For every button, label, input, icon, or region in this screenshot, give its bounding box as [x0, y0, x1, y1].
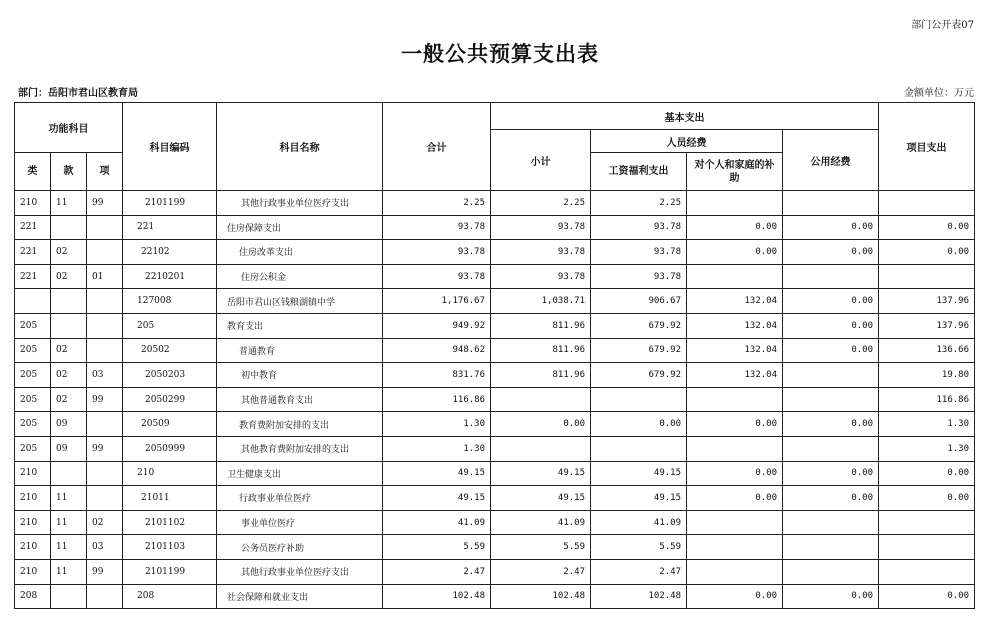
- cell-subject-code: 2210201: [123, 264, 217, 289]
- cell-lei: 210: [15, 535, 51, 560]
- cell-lei: 210: [15, 461, 51, 486]
- cell-kuan: [51, 584, 87, 609]
- cell-subtotal: 811.96: [491, 363, 591, 388]
- cell-salary-welfare: 5.59: [591, 535, 687, 560]
- cell-xiang: [87, 486, 123, 511]
- cell-subject-name: 住房保障支出: [217, 215, 383, 240]
- cell-subject-name: 卫生健康支出: [217, 461, 383, 486]
- cell-kuan: 02: [51, 387, 87, 412]
- cell-lei: 221: [15, 215, 51, 240]
- cell-subject-code: 2101103: [123, 535, 217, 560]
- cell-project-expenditure: [879, 559, 975, 584]
- cell-xiang: 99: [87, 559, 123, 584]
- cell-public-funds: [783, 387, 879, 412]
- header-subject-name: 科目名称: [217, 103, 383, 191]
- cell-lei: 221: [15, 240, 51, 265]
- cell-subtotal: 93.78: [491, 240, 591, 265]
- cell-total: 1.30: [383, 412, 491, 437]
- cell-individual-family-subsidy: 132.04: [687, 363, 783, 388]
- cell-individual-family-subsidy: [687, 436, 783, 461]
- cell-lei: 210: [15, 191, 51, 216]
- cell-total: 949.92: [383, 313, 491, 338]
- cell-subtotal: 0.00: [491, 412, 591, 437]
- cell-public-funds: 0.00: [783, 412, 879, 437]
- table-row: [15, 486, 975, 511]
- cell-total: 93.78: [383, 240, 491, 265]
- header-kuan: 款: [51, 153, 87, 191]
- cell-subject-name: 其他行政事业单位医疗支出: [217, 559, 383, 584]
- header-public-funds: 公用经费: [783, 130, 879, 191]
- cell-subject-code: 22102: [123, 240, 217, 265]
- cell-subject-name: 教育支出: [217, 313, 383, 338]
- cell-subtotal: 811.96: [491, 313, 591, 338]
- cell-total: 2.25: [383, 191, 491, 216]
- cell-total: 1.30: [383, 436, 491, 461]
- cell-project-expenditure: 0.00: [879, 240, 975, 265]
- cell-project-expenditure: 0.00: [879, 461, 975, 486]
- department-label: 部门：岳阳市君山区教育局: [18, 88, 138, 99]
- cell-salary-welfare: 41.09: [591, 510, 687, 535]
- cell-salary-welfare: 93.78: [591, 240, 687, 265]
- cell-salary-welfare: 93.78: [591, 264, 687, 289]
- header-xiang: 项: [87, 153, 123, 191]
- cell-individual-family-subsidy: [687, 264, 783, 289]
- cell-lei: 205: [15, 363, 51, 388]
- cell-subject-name: 其他普通教育支出: [217, 387, 383, 412]
- cell-subtotal: 811.96: [491, 338, 591, 363]
- cell-lei: 210: [15, 510, 51, 535]
- cell-subject-name: 事业单位医疗: [217, 510, 383, 535]
- cell-xiang: [87, 412, 123, 437]
- header-salary-welfare: 工资福利支出: [591, 153, 687, 191]
- cell-kuan: 02: [51, 363, 87, 388]
- table-row: [15, 191, 975, 216]
- cell-project-expenditure: 19.80: [879, 363, 975, 388]
- cell-project-expenditure: [879, 535, 975, 560]
- cell-xiang: [87, 240, 123, 265]
- cell-lei: 221: [15, 264, 51, 289]
- cell-subtotal: 1,038.71: [491, 289, 591, 314]
- table-row: [15, 289, 975, 314]
- cell-subject-name: 其他行政事业单位医疗支出: [217, 191, 383, 216]
- cell-individual-family-subsidy: 0.00: [687, 486, 783, 511]
- header-total: 合计: [383, 103, 491, 191]
- cell-subject-code: 2101102: [123, 510, 217, 535]
- cell-project-expenditure: 116.86: [879, 387, 975, 412]
- cell-individual-family-subsidy: 0.00: [687, 461, 783, 486]
- table-row: [15, 264, 975, 289]
- cell-public-funds: [783, 264, 879, 289]
- cell-total: 93.78: [383, 215, 491, 240]
- cell-total: 49.15: [383, 486, 491, 511]
- cell-kuan: 09: [51, 412, 87, 437]
- cell-lei: 205: [15, 313, 51, 338]
- cell-total: 831.76: [383, 363, 491, 388]
- cell-salary-welfare: 679.92: [591, 313, 687, 338]
- cell-xiang: [87, 338, 123, 363]
- cell-salary-welfare: 2.25: [591, 191, 687, 216]
- cell-salary-welfare: 0.00: [591, 412, 687, 437]
- cell-project-expenditure: [879, 264, 975, 289]
- cell-total: 49.15: [383, 461, 491, 486]
- cell-xiang: 99: [87, 387, 123, 412]
- cell-public-funds: 0.00: [783, 240, 879, 265]
- cell-salary-welfare: [591, 436, 687, 461]
- header-personnel: 人员经费: [591, 130, 783, 153]
- cell-individual-family-subsidy: [687, 387, 783, 412]
- cell-public-funds: 0.00: [783, 461, 879, 486]
- cell-lei: 205: [15, 387, 51, 412]
- cell-subtotal: 2.25: [491, 191, 591, 216]
- cell-subtotal: 49.15: [491, 461, 591, 486]
- table-row: [15, 510, 975, 535]
- header-project-expenditure: 项目支出: [879, 103, 975, 191]
- cell-lei: 205: [15, 412, 51, 437]
- cell-kuan: 02: [51, 338, 87, 363]
- cell-subtotal: 5.59: [491, 535, 591, 560]
- cell-total: 1,176.67: [383, 289, 491, 314]
- cell-public-funds: 0.00: [783, 289, 879, 314]
- cell-individual-family-subsidy: 132.04: [687, 289, 783, 314]
- cell-kuan: 11: [51, 559, 87, 584]
- cell-xiang: 03: [87, 535, 123, 560]
- cell-xiang: [87, 461, 123, 486]
- table-row: [15, 215, 975, 240]
- cell-xiang: [87, 215, 123, 240]
- cell-salary-welfare: 49.15: [591, 486, 687, 511]
- cell-total: 116.86: [383, 387, 491, 412]
- cell-public-funds: [783, 436, 879, 461]
- cell-individual-family-subsidy: 132.04: [687, 338, 783, 363]
- cell-project-expenditure: 1.30: [879, 412, 975, 437]
- cell-kuan: 02: [51, 240, 87, 265]
- cell-subject-code: 221: [123, 215, 217, 240]
- cell-salary-welfare: [591, 387, 687, 412]
- cell-subtotal: [491, 436, 591, 461]
- cell-subject-name: 行政事业单位医疗: [217, 486, 383, 511]
- cell-subtotal: 2.47: [491, 559, 591, 584]
- cell-kuan: [51, 313, 87, 338]
- cell-subject-name: 普通教育: [217, 338, 383, 363]
- cell-total: 102.48: [383, 584, 491, 609]
- cell-subject-name: 住房公积金: [217, 264, 383, 289]
- cell-subject-code: 2101199: [123, 191, 217, 216]
- table-row: [15, 535, 975, 560]
- cell-kuan: 11: [51, 191, 87, 216]
- cell-subtotal: 41.09: [491, 510, 591, 535]
- header-functional-subject: 功能科目: [15, 103, 123, 153]
- cell-subtotal: 93.78: [491, 264, 591, 289]
- cell-individual-family-subsidy: 0.00: [687, 215, 783, 240]
- cell-kuan: [51, 461, 87, 486]
- cell-subtotal: 93.78: [491, 215, 591, 240]
- cell-individual-family-subsidy: [687, 535, 783, 560]
- cell-subtotal: 102.48: [491, 584, 591, 609]
- cell-xiang: [87, 313, 123, 338]
- header-lei: 类: [15, 153, 51, 191]
- cell-xiang: 03: [87, 363, 123, 388]
- cell-subtotal: [491, 387, 591, 412]
- budget-expenditure-table: [14, 102, 975, 609]
- cell-public-funds: 0.00: [783, 584, 879, 609]
- cell-public-funds: 0.00: [783, 313, 879, 338]
- header-individual-family-subsidy: 对个人和家庭的补助: [687, 153, 783, 191]
- cell-individual-family-subsidy: 0.00: [687, 412, 783, 437]
- cell-subject-name: 社会保障和就业支出: [217, 584, 383, 609]
- cell-subject-code: 2050203: [123, 363, 217, 388]
- cell-subject-name: 教育费附加安排的支出: [217, 412, 383, 437]
- table-row: [15, 559, 975, 584]
- cell-individual-family-subsidy: 0.00: [687, 240, 783, 265]
- cell-xiang: [87, 289, 123, 314]
- cell-public-funds: [783, 535, 879, 560]
- cell-salary-welfare: 102.48: [591, 584, 687, 609]
- cell-project-expenditure: 137.96: [879, 289, 975, 314]
- cell-xiang: 99: [87, 436, 123, 461]
- cell-kuan: 02: [51, 264, 87, 289]
- cell-public-funds: [783, 510, 879, 535]
- cell-lei: 208: [15, 584, 51, 609]
- cell-individual-family-subsidy: 132.04: [687, 313, 783, 338]
- table-row: [15, 412, 975, 437]
- cell-individual-family-subsidy: [687, 191, 783, 216]
- cell-salary-welfare: 679.92: [591, 363, 687, 388]
- cell-lei: 205: [15, 436, 51, 461]
- cell-lei: 205: [15, 338, 51, 363]
- cell-project-expenditure: [879, 191, 975, 216]
- cell-subject-name: 住房改革支出: [217, 240, 383, 265]
- cell-subject-code: 2050999: [123, 436, 217, 461]
- cell-kuan: 11: [51, 486, 87, 511]
- table-row: [15, 436, 975, 461]
- cell-salary-welfare: 906.67: [591, 289, 687, 314]
- cell-total: 93.78: [383, 264, 491, 289]
- cell-kuan: 09: [51, 436, 87, 461]
- cell-subject-code: 2101199: [123, 559, 217, 584]
- cell-kuan: [51, 289, 87, 314]
- cell-public-funds: 0.00: [783, 486, 879, 511]
- table-body: [15, 191, 975, 609]
- cell-individual-family-subsidy: [687, 559, 783, 584]
- cell-kuan: 11: [51, 535, 87, 560]
- cell-subject-name: 公务员医疗补助: [217, 535, 383, 560]
- cell-project-expenditure: 1.30: [879, 436, 975, 461]
- cell-public-funds: [783, 559, 879, 584]
- cell-lei: 210: [15, 559, 51, 584]
- cell-project-expenditure: [879, 510, 975, 535]
- cell-xiang: 01: [87, 264, 123, 289]
- cell-subject-code: 210: [123, 461, 217, 486]
- cell-xiang: 99: [87, 191, 123, 216]
- cell-project-expenditure: 0.00: [879, 584, 975, 609]
- cell-total: 948.62: [383, 338, 491, 363]
- cell-subject-code: 127008: [123, 289, 217, 314]
- cell-salary-welfare: 93.78: [591, 215, 687, 240]
- header-subject-code: 科目编码: [123, 103, 217, 191]
- cell-project-expenditure: 0.00: [879, 215, 975, 240]
- cell-kuan: 11: [51, 510, 87, 535]
- cell-subject-code: 20509: [123, 412, 217, 437]
- cell-salary-welfare: 49.15: [591, 461, 687, 486]
- page-title: 一般公共预算支出表: [401, 41, 599, 66]
- cell-individual-family-subsidy: 0.00: [687, 584, 783, 609]
- cell-lei: [15, 289, 51, 314]
- table-row: [15, 584, 975, 609]
- cell-salary-welfare: 2.47: [591, 559, 687, 584]
- table-number-label: 部门公开表07: [911, 20, 974, 31]
- cell-kuan: [51, 215, 87, 240]
- header-basic-expenditure: 基本支出: [491, 103, 879, 130]
- cell-subject-name: 岳阳市君山区钱粮湖镇中学: [217, 289, 383, 314]
- cell-individual-family-subsidy: [687, 510, 783, 535]
- cell-subject-code: 205: [123, 313, 217, 338]
- cell-subject-code: 21011: [123, 486, 217, 511]
- cell-subject-code: 2050299: [123, 387, 217, 412]
- cell-xiang: 02: [87, 510, 123, 535]
- cell-project-expenditure: 136.66: [879, 338, 975, 363]
- cell-subject-code: 208: [123, 584, 217, 609]
- cell-salary-welfare: 679.92: [591, 338, 687, 363]
- header-subtotal: 小计: [491, 130, 591, 191]
- cell-xiang: [87, 584, 123, 609]
- cell-subject-name: 其他教育费附加安排的支出: [217, 436, 383, 461]
- cell-public-funds: [783, 363, 879, 388]
- table-row: [15, 240, 975, 265]
- cell-project-expenditure: 137.96: [879, 313, 975, 338]
- cell-subject-name: 初中教育: [217, 363, 383, 388]
- cell-public-funds: 0.00: [783, 338, 879, 363]
- cell-total: 2.47: [383, 559, 491, 584]
- cell-lei: 210: [15, 486, 51, 511]
- cell-public-funds: [783, 191, 879, 216]
- cell-public-funds: 0.00: [783, 215, 879, 240]
- table-row: [15, 461, 975, 486]
- cell-total: 5.59: [383, 535, 491, 560]
- table-row: [15, 387, 975, 412]
- amount-unit-label: 金额单位：万元: [904, 88, 974, 99]
- cell-subtotal: 49.15: [491, 486, 591, 511]
- cell-subject-code: 20502: [123, 338, 217, 363]
- table-row: [15, 313, 975, 338]
- table-row: [15, 363, 975, 388]
- cell-project-expenditure: 0.00: [879, 486, 975, 511]
- cell-total: 41.09: [383, 510, 491, 535]
- table-row: [15, 338, 975, 363]
